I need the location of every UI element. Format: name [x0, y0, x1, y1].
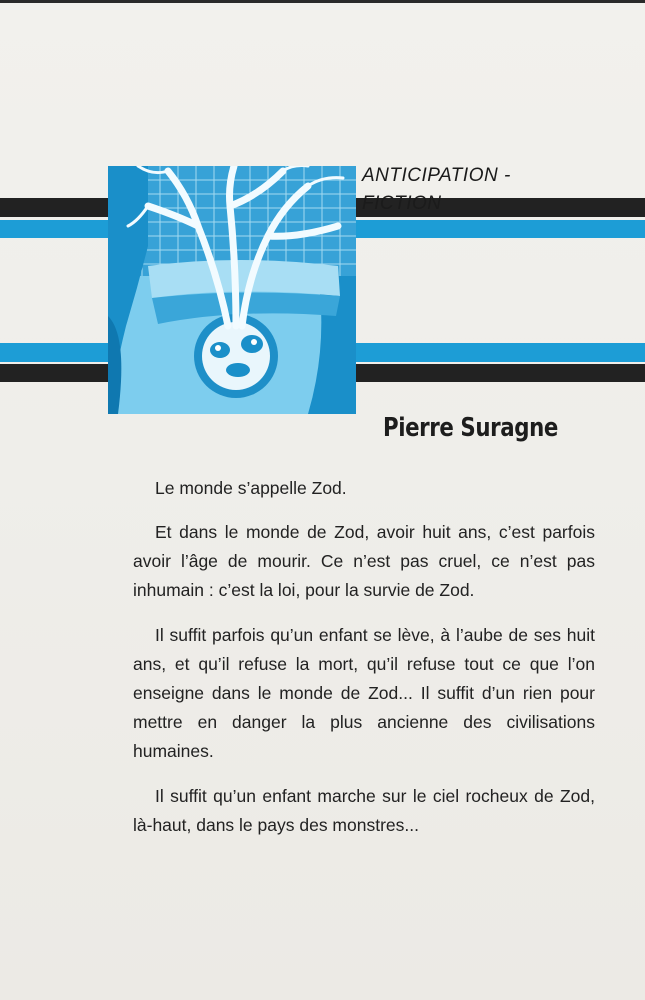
- blurb: [133, 474, 595, 856]
- cover-illustration: [108, 166, 356, 414]
- blurb-paragraph-1: Le monde s’appelle Zod.: [155, 478, 347, 498]
- series-label: ANTICIPATION - FICTION: [362, 165, 511, 214]
- author-name: Pierre Suragne: [383, 413, 558, 443]
- blurb-paragraph-3: Il suffit parfois qu’un enfant se lève, à l’aube de ses huit ans, et qu’il refuse la mort, qu’il refuse tout ce que l’on enseigne dans le monde de Zod... Il suffit d’un rien pour mettre en danger la plus ancienne des civilisations humaines.: [133, 625, 595, 761]
- blurb-paragraph-4: Il suffit qu’un enfant marche sur le ciel rocheux de Zod, là-haut, dans le pays des monstres...: [133, 786, 595, 835]
- illustration-art: [108, 166, 356, 414]
- blurb-paragraph-2: Et dans le monde de Zod, avoir huit ans, c’est parfois avoir l’âge de mourir. Ce n’est pas cruel, ce n’est pas inhumain : c’est la loi, pour la survie de Zod.: [133, 522, 595, 600]
- top-edge: [0, 0, 645, 3]
